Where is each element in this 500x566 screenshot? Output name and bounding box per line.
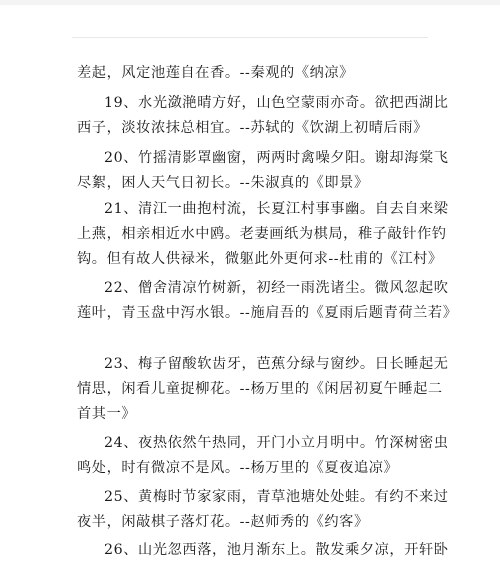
text-line: 首其一》 xyxy=(77,406,137,422)
text-line: 莲叶，青玉盘中泻水银。--施肩吾的《夏雨后题青荷兰若》 xyxy=(77,305,458,321)
text-line: 24、夜热依然午热同，开门小立月明中。竹深树密虫 xyxy=(104,435,449,451)
text-line: 情思，闲看儿童捉柳花。--杨万里的《闲居初夏午睡起二 xyxy=(77,381,443,397)
text-line: 差起，风定池莲自在香。--秦观的《纳凉》 xyxy=(77,65,354,81)
page-divider xyxy=(72,37,428,38)
text-line: 夜半，闲敲棋子落灯花。--赵师秀的《约客》 xyxy=(77,514,369,530)
text-line: 西子，淡妆浓抹总相宜。--苏轼的《饮湖上初晴后雨》 xyxy=(77,120,428,136)
text-line: 21、清江一曲抱村流，长夏江村事事幽。自去自来梁 xyxy=(104,201,449,217)
text-line: 上燕，相亲相近水中鸥。老妻画纸为棋局，稚子敲针作钓 xyxy=(77,226,447,242)
text-line: 26、山光忽西落，池月渐东上。散发乘夕凉，开轩卧 xyxy=(104,542,449,558)
text-line: 19、水光潋滟晴方好，山色空蒙雨亦奇。欲把西湖比 xyxy=(104,95,449,111)
text-line: 尽絮，困人天气日初长。--朱淑真的《即景》 xyxy=(77,175,369,191)
text-line: 鸣处，时有微凉不是风。--杨万里的《夏夜追凉》 xyxy=(77,460,399,476)
top-page-edge xyxy=(0,0,500,5)
text-line: 钩。但有故人供禄米，微躯此外更何求--杜甫的《江村》 xyxy=(77,251,443,267)
text-line: 20、竹摇清影罩幽窗，两两时禽噪夕阳。谢却海棠飞 xyxy=(104,150,449,166)
text-line: 22、僧舍清凉竹树新，初经一雨洗诸尘。微风忽起吹 xyxy=(104,280,449,296)
text-line: 25、黄梅时节家家雨，青草池塘处处蛙。有约不来过 xyxy=(104,489,449,505)
text-line: 23、梅子留酸软齿牙，芭蕉分绿与窗纱。日长睡起无 xyxy=(104,356,449,372)
